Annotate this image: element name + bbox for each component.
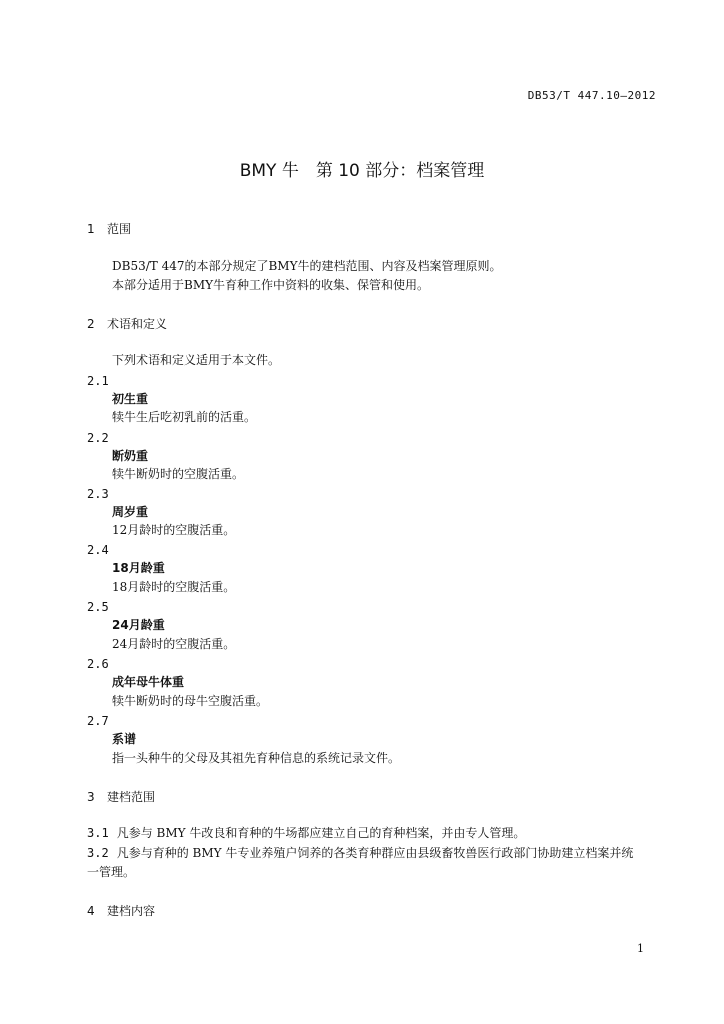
- term-name: 周岁重: [112, 505, 149, 519]
- scope-paragraph-2: 本部分适用于BMY牛育种工作中资料的收集、保管和使用。: [112, 278, 430, 292]
- term-definition: 12月龄时的空腹活重。: [112, 523, 236, 537]
- term-definition: 指一头种牛的父母及其祖先育种信息的系统记录文件。: [112, 751, 401, 765]
- clause-text: 凡参与育种的 BMY 牛专业养殖户饲养的各类育种群应由县级畜牧兽医行政部门协助建立档案并统: [116, 846, 634, 860]
- page-number: 1: [637, 942, 644, 955]
- term-number: 2.4: [87, 543, 109, 557]
- section-title: 术语和定义: [107, 317, 168, 331]
- term-name: 初生重: [112, 392, 149, 406]
- clause-3-1: [87, 827, 525, 839]
- clause-number: 3.1: [87, 826, 109, 840]
- term-number: 2.7: [87, 714, 109, 728]
- term-number: 2.2: [87, 431, 109, 445]
- clause-3-2-continuation: 一管理。: [87, 865, 136, 879]
- section-number: 3: [87, 790, 95, 804]
- section-heading-filing-content: [87, 905, 155, 917]
- term-number: 2.1: [87, 374, 109, 388]
- section-number: 2: [87, 317, 95, 331]
- section-number: 4: [87, 904, 95, 918]
- section-heading-filing-scope: [87, 791, 155, 803]
- section-title: 建档内容: [107, 904, 156, 918]
- term-name: 24月龄重: [112, 618, 165, 632]
- term-number: 2.6: [87, 657, 109, 671]
- section-title: 建档范围: [107, 790, 156, 804]
- term-number: 2.5: [87, 600, 109, 614]
- term-number: 2.3: [87, 487, 109, 501]
- clause-number: 3.2: [87, 846, 109, 860]
- term-name: 成年母牛体重: [112, 675, 185, 689]
- term-name: 断奶重: [112, 449, 149, 463]
- term-definition: 24月龄时的空腹活重。: [112, 637, 236, 651]
- clause-3-2: [87, 847, 633, 859]
- document-title: BMY 牛 第 10 部分：档案管理: [239, 161, 485, 181]
- term-definition: 犊牛断奶时的空腹活重。: [112, 467, 245, 481]
- clause-text: 凡参与 BMY 牛改良和育种的牛场都应建立自己的育种档案，并由专人管理。: [116, 826, 526, 840]
- scope-paragraph-1: DB53/T 447的本部分规定了BMY牛的建档范围、内容及档案管理原则。: [112, 259, 502, 273]
- terms-intro: 下列术语和定义适用于本文件。: [112, 353, 281, 367]
- section-heading-scope: [87, 223, 131, 235]
- section-title: 范围: [107, 222, 132, 236]
- term-definition: 犊牛生后吃初乳前的活重。: [112, 410, 257, 424]
- section-number: 1: [87, 222, 95, 236]
- term-name: 系谱: [112, 732, 137, 746]
- section-heading-terms: [87, 318, 167, 330]
- term-definition: 18月龄时的空腹活重。: [112, 580, 236, 594]
- term-name: 18月龄重: [112, 561, 165, 575]
- term-definition: 犊牛断奶时的母牛空腹活重。: [112, 694, 269, 708]
- document-code: DB53/T 447.10—2012: [527, 89, 656, 102]
